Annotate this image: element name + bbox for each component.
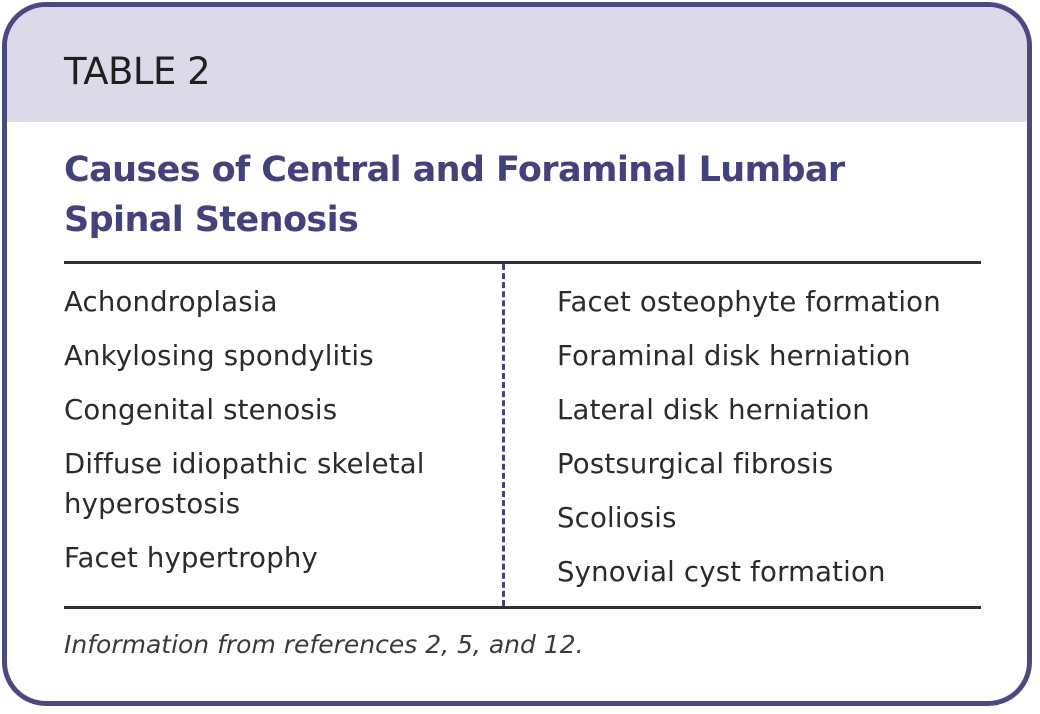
list-item: Foraminal disk herniation [557, 340, 911, 372]
list-item: Congenital stenosis [64, 394, 338, 426]
list-item: Lateral disk herniation [557, 394, 870, 426]
left-column [64, 282, 484, 592]
list-item: Synovial cyst formation [557, 556, 886, 588]
column-divider [502, 264, 505, 606]
table-card [2, 2, 1032, 706]
table-label: TABLE 2 [64, 50, 211, 93]
list-item: Postsurgical fibrosis [557, 448, 834, 480]
list-item: Facet osteophyte formation [557, 286, 941, 318]
table-title: Causes of Central and Foraminal Lumbar Spinal Stenosis [64, 150, 845, 240]
header-band [7, 7, 1027, 122]
list-item: Ankylosing spondylitis [64, 340, 374, 372]
list-item: Facet hypertrophy [64, 542, 318, 574]
right-column [557, 282, 987, 606]
list-item: Achondroplasia [64, 286, 278, 318]
list-item: Scoliosis [557, 502, 677, 534]
bottom-rule [64, 606, 981, 609]
footnote: Information from references 2, 5, and 12. [64, 630, 584, 659]
list-item: Diffuse idiopathic skeletal hyperostosis [64, 448, 425, 520]
top-rule [64, 261, 981, 264]
